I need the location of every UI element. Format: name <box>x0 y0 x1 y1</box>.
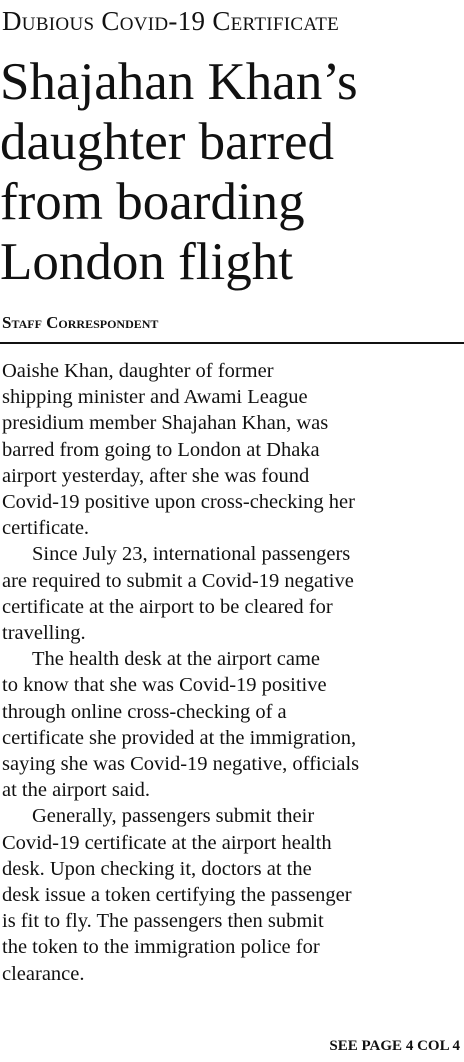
body-line: certificate at the airport to be cleared for <box>2 595 333 618</box>
continued-jump-line: SEE PAGE 4 COL 4 <box>329 1038 460 1054</box>
body-line: certificate. <box>2 517 90 540</box>
body-line: shipping minister and Awami League <box>2 386 308 409</box>
headline-line: daughter barred <box>0 113 335 171</box>
body-line: clearance. <box>2 962 85 985</box>
headline-line: from boarding <box>0 173 305 231</box>
body-line: is fit to fly. The passengers then submit <box>2 910 324 933</box>
body-line: the token to the immigration police for <box>2 936 320 959</box>
body-line: certificate she provided at the immigration, <box>2 726 357 749</box>
byline-divider <box>0 342 464 344</box>
article-kicker: Dubious Covid-19 Certificate <box>2 6 340 36</box>
body-line: Covid-19 positive upon cross-checking her <box>2 491 355 514</box>
body-line: through online cross-checking of a <box>2 700 287 723</box>
article-byline: Staff Correspondent <box>2 313 159 332</box>
body-line: Covid-19 certificate at the airport health <box>2 831 332 854</box>
body-line: airport yesterday, after she was found <box>2 464 310 487</box>
article-body <box>2 358 464 987</box>
body-line: presidium member Shajahan Khan, was <box>2 412 329 435</box>
body-line: Generally, passengers submit their <box>32 805 315 828</box>
headline-line: Shajahan Khan’s <box>0 53 358 111</box>
body-line: to know that she was Covid-19 positive <box>2 674 327 697</box>
body-line: Oaishe Khan, daughter of former <box>2 360 274 382</box>
body-line: desk. Upon checking it, doctors at the <box>2 857 312 880</box>
article-headline <box>0 52 464 292</box>
body-line: travelling. <box>2 622 86 645</box>
body-line: desk issue a token certifying the passenger <box>2 884 352 907</box>
body-line: The health desk at the airport came <box>32 648 321 671</box>
headline-line: London flight <box>0 233 293 291</box>
body-line: barred from going to London at Dhaka <box>2 438 320 461</box>
body-line: are required to submit a Covid-19 negative <box>2 569 354 592</box>
body-line: at the airport said. <box>2 779 151 802</box>
body-line: saying she was Covid-19 negative, officials <box>2 753 360 776</box>
body-line: Since July 23, international passengers <box>32 543 351 566</box>
